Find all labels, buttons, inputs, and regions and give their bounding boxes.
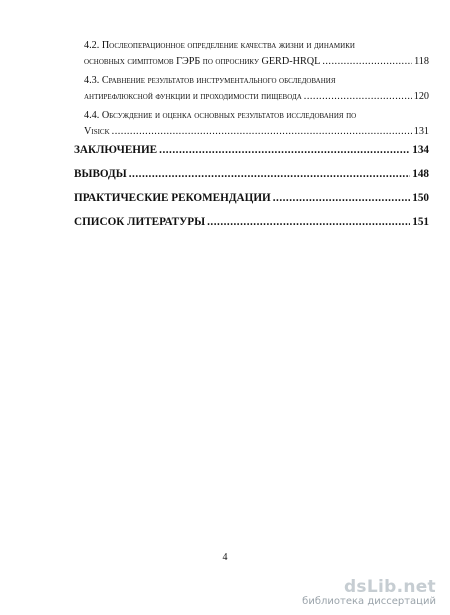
- dot-leader: [112, 124, 412, 140]
- toc-chapter-conclusion[interactable]: [74, 143, 429, 158]
- toc-entry-line: [84, 108, 429, 124]
- toc-chapter-recommendations[interactable]: [74, 191, 429, 206]
- toc-chapter-title: ЗАКЛЮЧЕНИЕ: [74, 144, 158, 156]
- toc-entry-title-line2: Visick: [84, 125, 110, 137]
- toc-entry-title-line1: Обсуждение и оценка основных результатов исследования по: [101, 110, 357, 121]
- toc-page-number: 131: [413, 125, 429, 137]
- toc-chapter-title: ПРАКТИЧЕСКИЕ РЕКОМЕНДАЦИИ: [74, 192, 271, 204]
- watermark-subtitle: библиотека диссертаций: [302, 596, 436, 607]
- toc-entry-4-4[interactable]: [74, 108, 429, 139]
- toc-chapter-title: СПИСОК ЛИТЕРАТУРЫ: [74, 216, 206, 228]
- toc-entry-4-2[interactable]: [74, 38, 429, 69]
- toc-entry-line: [84, 89, 429, 105]
- toc-entry-number: 4.2.: [84, 40, 100, 51]
- toc-entry-number: 4.4.: [84, 110, 100, 121]
- toc-entry-line: [84, 54, 429, 70]
- toc-page-number: 151: [412, 216, 429, 228]
- toc-entry-number: 4.3.: [84, 75, 100, 86]
- toc-entry-line: [84, 38, 429, 54]
- toc-page-number: 150: [412, 192, 429, 204]
- toc-page-number: 134: [412, 144, 429, 156]
- toc-entry-line: [84, 124, 429, 140]
- dot-leader: [207, 215, 410, 230]
- toc-page-number: 120: [413, 90, 429, 102]
- toc-chapter-findings[interactable]: [74, 167, 429, 182]
- page-number: 4: [222, 552, 228, 563]
- toc-chapter-references[interactable]: [74, 215, 429, 230]
- dot-leader: [159, 143, 410, 158]
- toc-chapter-title: ВЫВОДЫ: [74, 168, 127, 180]
- toc-entry-title-line1: Сравнение результатов инструментального обследования: [101, 75, 336, 86]
- watermark: [302, 577, 436, 607]
- toc-page-number: 148: [412, 168, 429, 180]
- dot-leader: [273, 191, 410, 206]
- toc-entry-line: [84, 73, 429, 89]
- dot-leader: [322, 54, 412, 70]
- toc-entry-title-line1: Послеоперационное определение качества жизни и динамики: [101, 40, 355, 51]
- watermark-logo: dsLib.net: [343, 577, 436, 597]
- toc-entry-4-3[interactable]: [74, 73, 429, 104]
- dot-leader: [304, 89, 412, 105]
- toc-entry-title-line2: основных симптомов ГЭРБ по опроснику GERD-HRQL: [84, 55, 321, 67]
- toc-page-number: 118: [414, 55, 429, 67]
- toc-entry-title-line2: антирефлюксной функции и проходимости пищевода: [84, 90, 302, 102]
- table-of-contents: [74, 38, 429, 230]
- dot-leader: [129, 167, 410, 182]
